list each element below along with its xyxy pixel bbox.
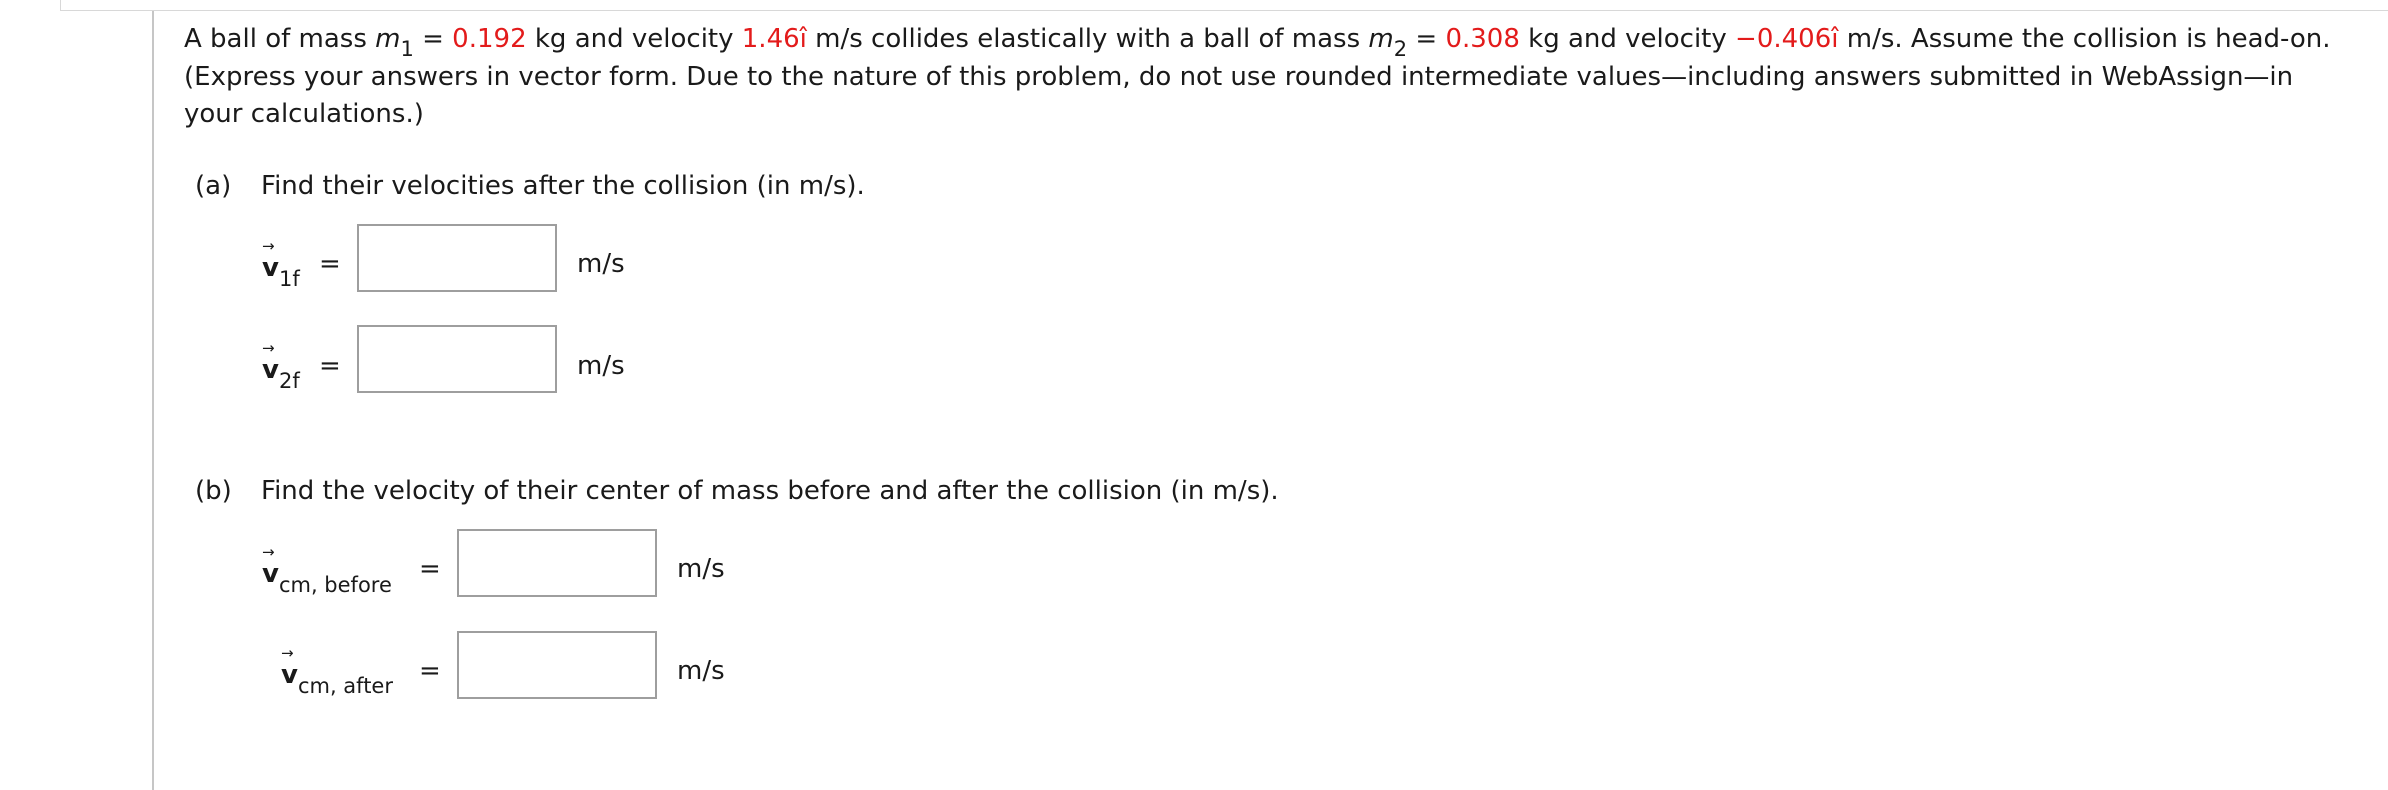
vcm-before-label: → $v_{cm, before}$ [262, 559, 392, 590]
vcm-before-unit: m/s [677, 554, 725, 584]
problem-statement: A ball of mass $m_1 = 0.192$ kg and velocity 1.46î m/s collides elastically with a ball of mass $m_2 = 0.308$ kg and velocity −0.406î m/s. Assume the collision is head-on. (Express your answers in vector form. Due to the nature of this problem, do not use rounded intermediate values—including answers submitted in WebAssign—in your calculations.) [184, 24, 2331, 129]
equals-sign: = [419, 656, 441, 686]
vcm-before-answer-input[interactable] [457, 529, 657, 597]
equals-sign: = [319, 351, 341, 381]
m2-value: 0.308 [1445, 24, 1520, 54]
m1-value: 0.192 [452, 24, 527, 54]
v1f-answer-input[interactable] [357, 224, 557, 292]
v1-value: 1.46î [741, 24, 807, 54]
vcm-after-answer-input[interactable] [457, 631, 657, 699]
vcm-after-label: → $v_{cm, after}$ [281, 660, 393, 691]
part-a-title: (a) Find their velocities after the collision (in m/s). [195, 171, 865, 201]
top-divider [60, 0, 2388, 11]
vector-arrow-icon: → [262, 339, 275, 357]
vcm-after-unit: m/s [677, 656, 725, 686]
v1f-label: → $v_{1f}$ [262, 253, 300, 284]
v1f-unit: m/s [577, 249, 625, 279]
question-panel [152, 11, 2388, 790]
v2f-label: → $v_{2f}$ [262, 355, 300, 386]
equals-sign: = [419, 554, 441, 584]
vector-arrow-icon: → [262, 237, 275, 255]
vector-arrow-icon: → [262, 543, 275, 561]
v2f-unit: m/s [577, 351, 625, 381]
v2f-answer-input[interactable] [357, 325, 557, 393]
part-b-title: (b) Find the velocity of their center of mass before and after the collision (in m/s). [195, 476, 1279, 506]
vector-arrow-icon: → [281, 644, 294, 662]
v2-value: −0.406î [1735, 24, 1839, 54]
equals-sign: = [319, 249, 341, 279]
